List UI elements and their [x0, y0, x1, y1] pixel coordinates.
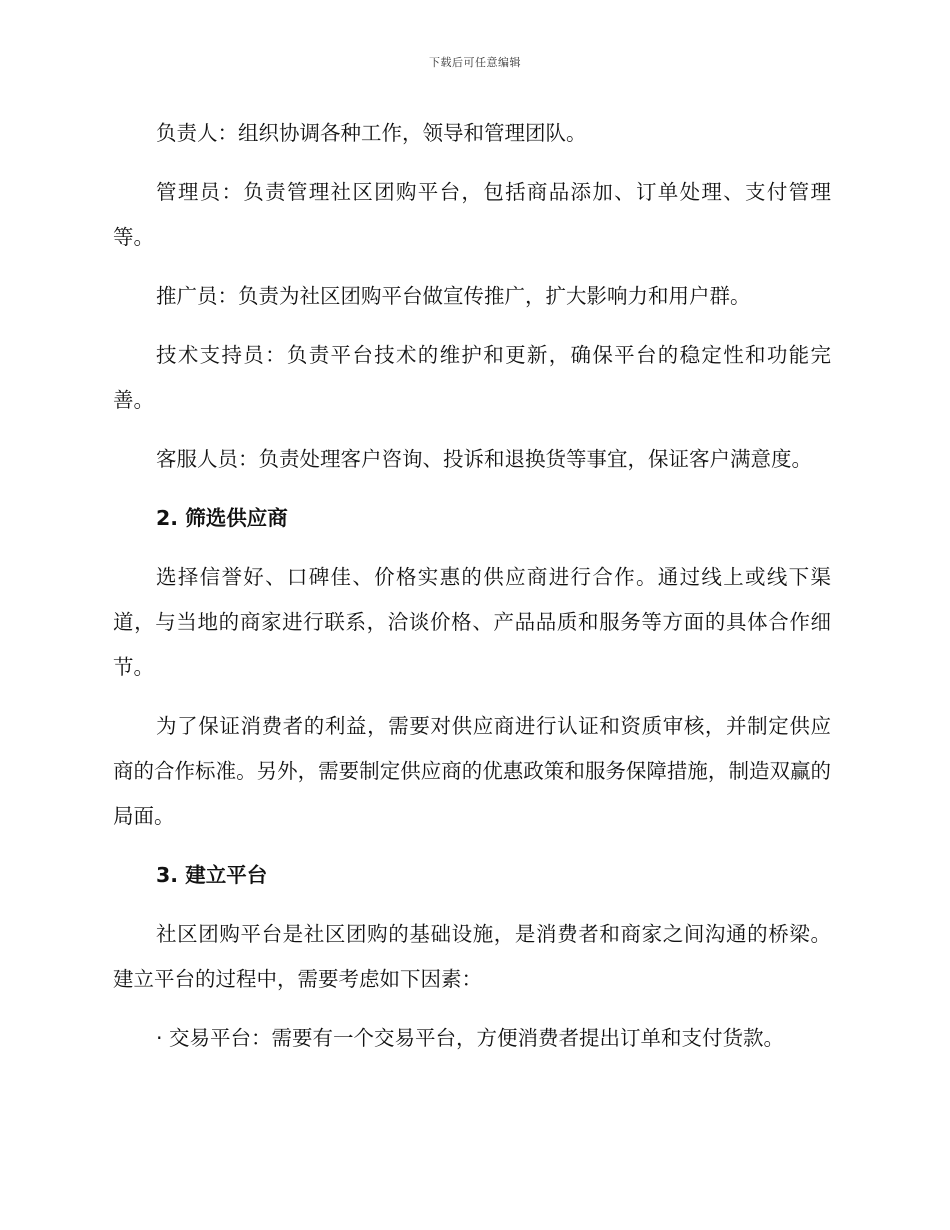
section-heading-suppliers: 2. 筛选供应商: [156, 506, 288, 530]
body-paragraph: 选择信誉好、口碑佳、价格实惠的供应商进行合作。通过线上或线下渠道，与当地的商家进行联系，洽谈价格、产品品质和服务等方面的具体合作细节。: [113, 565, 831, 679]
page-header-watermark: 下载后可任意编辑: [429, 56, 521, 69]
role-paragraph: 技术支持员：负责平台技术的维护和更新，确保平台的稳定性和功能完善。: [113, 343, 831, 412]
role-paragraph: 客服人员：负责处理客户咨询、投诉和退换货等事宜，保证客户满意度。: [156, 447, 812, 471]
section-heading-platform: 3. 建立平台: [156, 863, 268, 887]
body-paragraph: 社区团购平台是社区团购的基础设施，是消费者和商家之间沟通的桥梁。建立平台的过程中，需要考虑如下因素：: [113, 922, 831, 991]
role-paragraph: 管理员：负责管理社区团购平台，包括商品添加、订单处理、支付管理等。: [113, 180, 831, 249]
role-paragraph: 负责人：组织协调各种工作，领导和管理团队。: [156, 121, 587, 145]
bullet-item: · 交易平台：需要有一个交易平台，方便消费者提出订单和支付货款。: [156, 1026, 785, 1050]
document-body: [113, 111, 831, 1075]
role-paragraph: 推广员：负责为社区团购平台做宣传推广，扩大影响力和用户群。: [156, 284, 751, 308]
body-paragraph: 为了保证消费者的利益，需要对供应商进行认证和资质审核，并制定供应商的合作标准。另外，需要制定供应商的优惠政策和服务保障措施，制造双赢的局面。: [113, 714, 831, 828]
